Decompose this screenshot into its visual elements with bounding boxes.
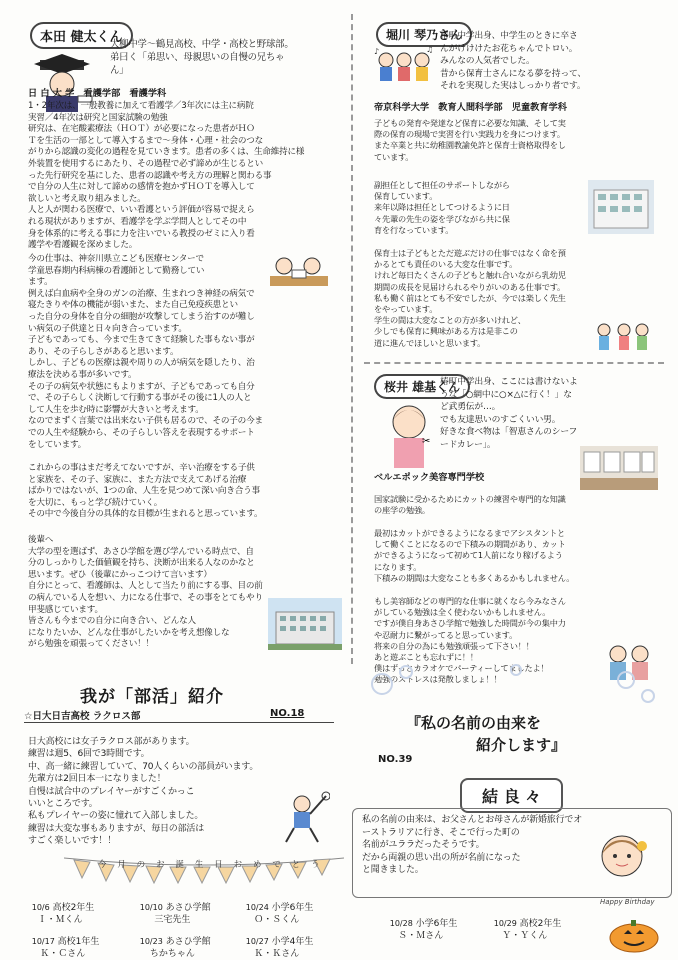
birthday-date: 10/23 <box>139 937 163 946</box>
birthday-grade: 小学4年生 <box>271 937 314 947</box>
name-origin-body: 私の名前の由来は、お父さんとお母さんが新婚旅行でオ ーストラリアに行き、そこで行った町の 名前がユララだったそうです。 だから両親の思い出の所が名前になった と聞きました。 <box>362 815 583 876</box>
pumpkin-icon <box>606 910 662 954</box>
birthday-item-4 <box>26 924 99 960</box>
children-music-illustration <box>372 46 434 86</box>
club-title: 我が「部活」紹介 <box>80 687 224 707</box>
birthday-date: 10/17 <box>31 937 55 946</box>
lacrosse-player-illustration <box>274 790 330 846</box>
birthday-grade: 高校2年生 <box>519 919 562 929</box>
honda-block-1: 1・2年次は、一般教養に加えて看護学／3年次には主に病院 実習／4年次は研究と国家試験の勉強 研究は、在宅酸素療法（ＨＯＴ）が必要になった患者がＨＯ Ｔを生活の一部として導入するまで〜身体・心理・社会のつな がりから認識の変化の過程を見ていきます。患者の多くは、生命維持に様 外装置を使用するにあたり、その過程で必ず諦めが生じるとい った先行研究を基にした、患者の認識や考え方の理解と関わる事 で自分の人生に対して諦めの感情を抱かずＨＯＴを導入して 欲しいと考え取り組みました。 人と人が関わる医療で、いい看護という評価が容易で捉えら れる現状がありますが、看護学を学ぶ学問人としてその中 身を体系的に考える事に力を注いでいる教授のゼミに入り看 護学や看護観を深めました。 <box>28 101 305 251</box>
name-tag-sakurai: 桜井 雄基くん <box>374 374 470 399</box>
birthday-item-6 <box>240 924 313 960</box>
kids-playing-illustration <box>590 320 654 356</box>
honda-block-4: 後輩へ 大学の型を選ばず、あさひ学館を選び学んでいる時点で、自 分のしっかりした価値観を持ち、決断が出来る人なのかなと 思います。ぜひ（後輩にかっこつけて言います） 自分にとって、看護師は、人として当たり前にする事、目の前 の病んでいる人を想い、力になる仕事で、その事をとてもやり 甲斐感じています。 皆さんも今までの自分に向き合い、どんな人 になりたいか、どんな仕事がしたいかを考え想像しな がら勉強を頑張ってください！！ <box>28 535 263 650</box>
name-tag-honda: 本田 健太くん <box>30 22 133 49</box>
birthday-item-7 <box>384 906 457 942</box>
name-origin-title-1: 『私の名前の由来を <box>406 714 542 732</box>
honda-block-3: これからの事はまだ考えてないですが、辛い治療をする子供 と家族を、その子、家族に、また方法で支えてあげる治療 ばかりではないが、1つの命、人生を見つめて深い向き合う事 を大切に、もっと学び続けていく。 その中で今後自分の具体的な目標が生まれると思っています。 <box>28 463 263 520</box>
birthday-banner: 今月のお誕生日おめでとう <box>98 859 331 869</box>
section-divider-right <box>364 362 664 364</box>
club-school: ☆日大日吉高校 ラクロス部 <box>24 711 141 722</box>
birthday-date: 10/27 <box>245 937 269 946</box>
birthday-name: ちかちゃん <box>149 949 195 959</box>
birthday-date: 10/29 <box>493 919 517 928</box>
horikawa-school: 帝京科学大学 教育人間科学部 児童教育学科 <box>374 102 567 113</box>
birthday-item-8 <box>488 906 561 942</box>
birthday-name: Ｋ・Ｃさん <box>40 949 86 959</box>
birthday-date: 10/28 <box>389 919 413 928</box>
club-underline <box>24 722 334 723</box>
horikawa-block-2: 副担任として担任のサポートしながら 保育しています。 来年以降は担任としてつけるように日 々先輩の先生の姿を学びながら共に保 育を行なっています。 <box>374 180 510 235</box>
name-tag-horikawa: 堀川 琴乃さん <box>376 22 472 47</box>
horikawa-block-1: 子どもの発育や発達など保育に必要な知識、そして実 際の保育の現場で実習を行い実践力を身につけます。 また卒業と共に幼稚園教諭免許と保育士資格取得をし ています。 <box>374 118 566 162</box>
birthday-item-1 <box>26 890 94 926</box>
sakurai-block-2: 最初はカットができるようになるまでアシスタントと して働くことになるので下積みの期間があり、カット ができるようになって初めて1人前になり稼げるよう になります。 下積みの期間は大変なことも多くあるかもしれません。 <box>374 528 575 583</box>
birthday-grade: あさひ学館 <box>165 937 211 947</box>
honda-school: 日 白 大 学 看護学部 看護学科 <box>28 88 167 99</box>
girl-portrait-illustration <box>586 826 658 890</box>
birthday-grade: 高校2年生 <box>52 903 95 913</box>
sakurai-school: ベルエポック美容専門学校 <box>374 472 485 483</box>
honda-block-2: 今の仕事は、神奈川県立こども医療センターで 学童思春期内科病棟の看護師として勤務してい ます。 例えば白血病や全身のガンの治療、生まれつき神経の病気で 寝たきりや体の機能が弱いまた、また自己免疫疾患とい った自分の身体を自分の細胞が攻撃してしまう治すのが難し い病気の子供達と日々向き合っています。 子どもであっても、今まで生きてきて経験した事もない事が あり、その子らしさがあると思います。 しかし、子どもの医療は親や周りの人が病気を隠したり、治 療法を決める事が多いです。 その子の病気や状態にもよりますが、子どもであっても自分 で、その子らしく決断して行動する事がその後に1人の人と して人生を歩む時に影響が大きいと考えます。 なのでまずく言葉では出来ない子供も居るので、その子の今ま での人生や経験から、その子らしい答えを表現するサポート をしています。 <box>28 254 263 450</box>
sakurai-block-3: もし美容師などの専門的な仕事に就くなら今みなさん がしている勉強は全く使わないかもしれません。 ですが僕自身あさひ学館で勉強した時間が今の集中力 や忍耐力に繋がってると思っています。 将来の自分の為にも勉強頑張って下さい！！ あと遊ぶことも忘れずに！！ 僕はずっとカラオケでパーティーしてましたよ！ 勉強のストレスは発散しましょ！！ <box>374 596 566 685</box>
birthday-date: 10/10 <box>139 903 163 912</box>
name-badge: 結 良 々 <box>460 778 563 813</box>
birthday-name: Ｓ・Ｍさん <box>398 931 444 941</box>
birthday-item-3 <box>240 890 313 926</box>
birthday-name: Ｋ・Ｋさん <box>254 949 300 959</box>
salon-image <box>580 446 658 490</box>
nurse-desk-illustration <box>266 248 332 292</box>
birthday-date: 10/6 <box>31 903 50 912</box>
horikawa-block-3: 保育士は子どもとただ遊ぶだけの仕事ではなく命を預 かるとても責任のいる大変な仕事です。 けれど毎日たくさんの子どもと触れ合いながら乳幼児 期間の成長を見届けられるやりがいのある仕事です。 私も働く前はとても不安でしたが、今では楽しく先生 をやっています。 学生の間は大変なことの方が多いけれど、 少しでも保育に興味がある方は是非この 道に進んでほしいと思います。 <box>374 248 566 348</box>
svg-text:✂: ✂ <box>422 436 431 447</box>
birthday-date: 10/24 <box>245 903 269 912</box>
horikawa-intro: 椿町中学出身、中学生のときに卒さ んがけけけたお花ちゃんでトロい。 みんなの人気者でした。 昔から保育士さんになる夢を持って、 それを実現した実はしっかり者です。 <box>440 31 586 92</box>
birthday-name: Ｏ・Ｓくん <box>254 915 300 925</box>
birthday-item-5 <box>134 924 211 960</box>
birthday-name: Ｙ・Ｙくん <box>502 931 548 941</box>
birthday-grade: 小学6年生 <box>415 919 458 929</box>
birthday-name: Ｉ・Ｍくん <box>37 915 83 925</box>
name-origin-number: NO.39 <box>378 754 413 765</box>
birthday-grade: 高校1年生 <box>57 937 100 947</box>
club-number: NO.18 <box>270 708 305 719</box>
sakurai-intro: 椿町中学出身、ここには書けないよ うな「○網中に○×△に行く！」な ど武勇伝が…。 でも友達思いのすごくいい男。 好きな食べ物は「智恵さんのシーフ ードカレー」。 <box>440 377 578 450</box>
birthday-grade: あさひ学館 <box>165 903 211 913</box>
birthday-item-2 <box>134 890 211 926</box>
hairdresser-illustration <box>378 398 440 476</box>
honda-intro: 大柳中学〜鶴見高校、中学・高校と野球部。 弟曰く「弟思い、母親思いの自慢の兄ちゃ ん」 <box>110 39 294 76</box>
happy-birthday-text: Happy Birthday <box>600 898 655 906</box>
birthday-name: 三宅先生 <box>154 915 191 925</box>
name-origin-title-2: 紹介します』 <box>476 736 567 754</box>
svg-text:♪: ♪ <box>374 47 380 56</box>
svg-text:♫: ♫ <box>426 46 434 54</box>
nursery-building-image <box>588 180 654 234</box>
birthday-grade: 小学6年生 <box>271 903 314 913</box>
hospital-building-image <box>268 598 342 650</box>
club-body: 日大高校には女子ラクロス部があります。 練習は週5、6回で3時間です。 中、高一緒に練習していて、70人くらいの部員がいます。 先輩方は2回日本一になりました！ 自慢は試合中のプレイヤーがすごくかっこ いいところです。 私もプレイヤーの姿に憧れて入部しました。 練習は大変な事もありますが、毎日の部活は すごく楽しいです！！ <box>28 737 259 847</box>
sakurai-block-1: 国家試験に受かるためにカットの練習や専門的な知識 の座学の勉強。 <box>374 494 566 516</box>
column-divider <box>351 14 353 664</box>
